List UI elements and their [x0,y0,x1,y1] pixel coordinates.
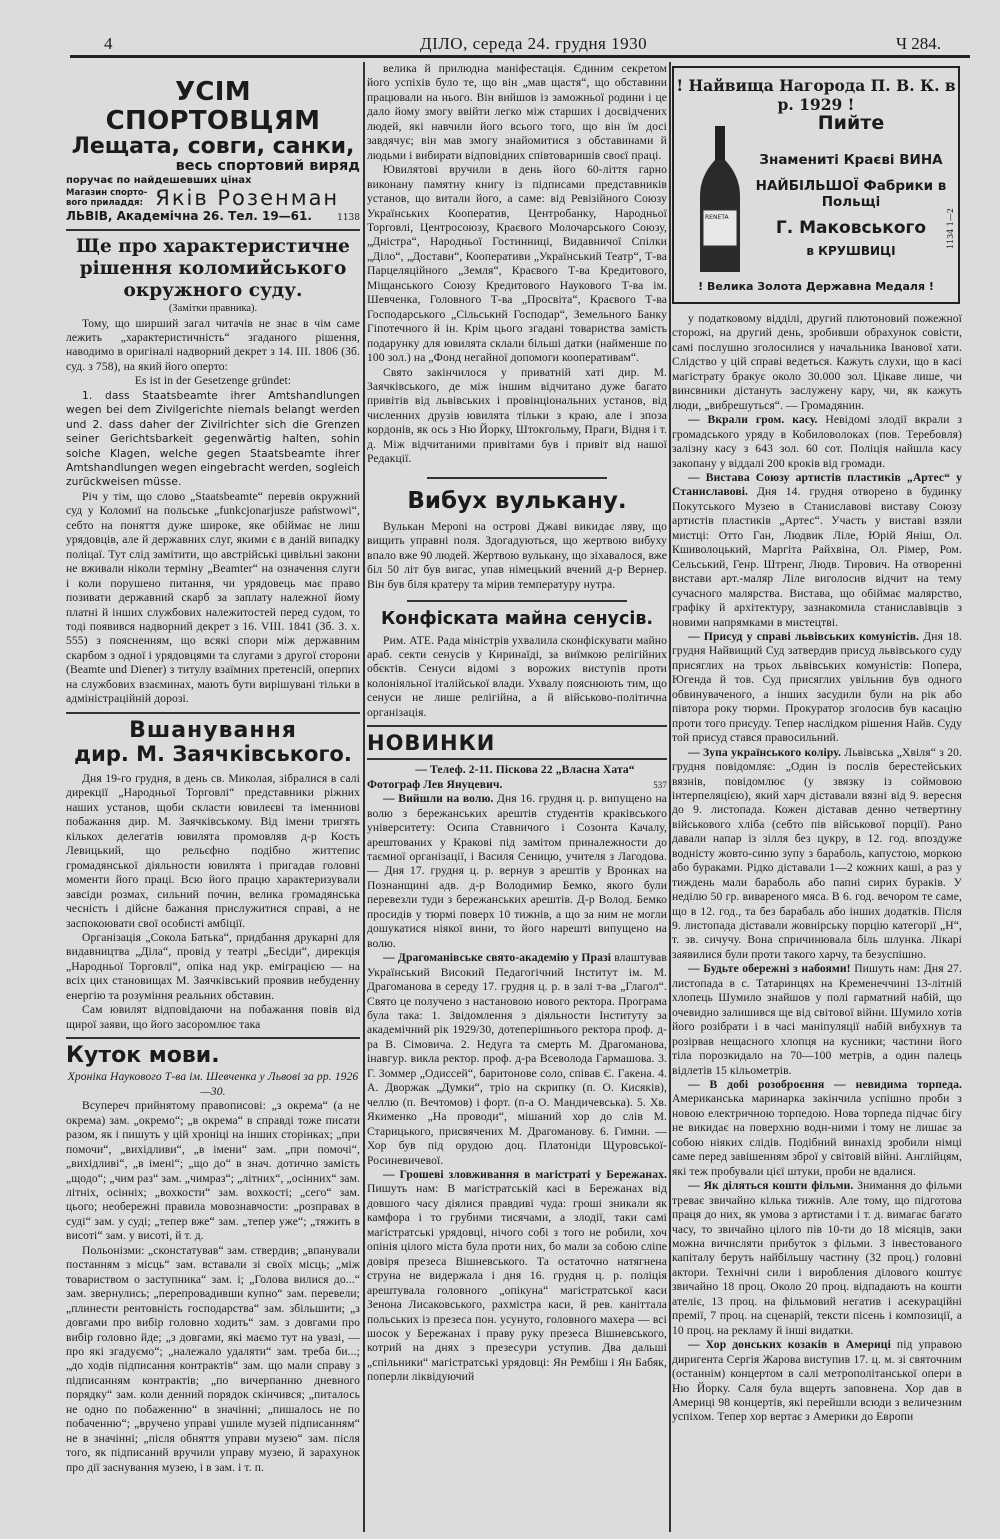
ad-line: вого приладдя: [66,198,143,209]
news-item-title: — В добі розоброєння — невидима торпеда. [688,1078,962,1092]
news-item-title: — Зупа українського коліру. [688,745,841,759]
separator [66,1037,360,1039]
ad-number: 537 [653,779,667,790]
ad-line: Пийте [817,112,885,134]
news-item-title: — Хор донських козаків в Америці [688,1338,891,1352]
paragraph: Рим. АТЕ. Рада міністрів ухвалила сконфіскувати майно араб. секти сенусів у Киринаїді, за виїмкою релігійних обєктів. Сенуси відомі з ворожих виступів проти колоніяльної італійської влади. Ухвалу пояснюють тим, що сенуси не лише релігійна, а й військово-політична організація. [367,633,667,719]
ad-line: Магазин спорто- [66,188,148,199]
news-item [672,1179,962,1338]
column-1 [66,62,360,1539]
article-title: Конфіската майна сенусів. [380,609,654,630]
news-item-text: Знимання до фільми треває звичайно кілька тижнів. Але тому, що підготова праця до них, як умова з артистами і т. д. вимагає багато часу, то звичайно цілого пів 10-ти до 18 місяців, заки можна вичисляти прибуток з фільми. З інвестованого капіталу беруть найбільшу частину (32 проц.) головні актори. Технічні сили і виробления ділового коштує звичайно 18 проц. Около 20 проц. відпадають на кошти ателіє, 13 проц. на фільмовий негатив і асекураційні премії, 7 проц. на сценарій, тексти пісень і композиції, а 10 проц. на рекламу й інші видатки. [672,1179,962,1337]
page-header [0,30,1000,56]
news-item-text: Дня 18. грудня Найвищий Суд затвердив присуд львівського суду присяглих на трьох львівських комуністів: Попера, Югенда й тов. Суд присяглих увільнив був одного обвинуваченого, а інших засудили були на рік або півтора року тюрми. Прокуратор зголосив був касацію проти того присуду. Тепер наслідком рішення Найв. Суду той присуд стався правосильний. [672,629,962,745]
paragraph: Хроніка Наукового Т-ва ім. Шевченка у Львові за рр. 1926—30. [67,1070,359,1098]
paragraph: Дня 19-го грудня, в день св. Миколая, зібралися в салі дирекції „Народньої Торговлі“ представники ріжних наших установ, щоби скласти ювилеєві та іменниові побажання дир. М. Заячківському. Від імени тригять кількох делегатів ювилята промовляв д-р Кость Левицький, що рельєфно подібно життепис громадянської діяльности ювилята і пригадав головні моменти його праці. Всю його працю характеризували завсіди розмах, сильний почин, велика громадянська чесність і дійсне бажання прислужитися справі, а не заспокоювати свої особисті амбіції. [66,772,360,930]
news-item-title: — Вистава Союзу артистів пластиків „Артес“ у Станиславові. [672,470,962,499]
ad-number: 1134 1—2 [946,208,955,250]
ad-merchant [66,186,360,210]
paragraph: 1. dass Staatsbeamte ihrer Amtshandlungen wegen bei dem Zivilgerichte niemals belangt werden und 2. dass daher der Zivilrichter sich die Grenzen seiner Gerichtsbarkeit gegenwärtig halten, sohin solche Klagen, welche gegen Staatsbeamte ihrer Amtshandlungen wegen eingebracht werden, sogleich zurückweisen müsse. [66,389,360,489]
issue-number: Ч 284. [896,34,942,53]
header-rule [70,55,970,58]
news-item [367,1168,667,1385]
news-item-text: Американська маринарка закінчила успішно проби з новою електричною торпедою. Нова торпеда підчас бігу не викидає на поверхню водн-ними і тому не лишає за собою ніяких слідів. Подібний винахід зробили німці саме перед завішенням зброї у світовій війні. Англійцям, які теж пробували цієї штуки, проби не вдалися. [672,1092,962,1178]
sport-ad [66,78,360,224]
news-item-text: під управою диригента Сергія Жарова виступив 17. ц. м. зі святочним (останнім) концертом в салі метрополітанської опери в Ню Йорку. Саля була вщерть заповнена. Хор дав в Америці 98 концертів, які перейшли всюди з величезним успіхом. Тепер хор вертає з Америки до Европи [672,1338,962,1424]
news-item-title: — Драгоманівське свято-академію у Празі [383,951,612,965]
article-title: Вибух вулькану. [407,487,627,514]
ad-line: ЛЬВІВ, Академічна 26. Тел. 19—61. [66,209,312,224]
ad-line: Фотограф Лев Януцевич. [367,777,503,791]
news-item-text: Невідомі злодії вкрали з громадського уряду в Кобиловолоках (пов. Теребовля) залізну касу з 643 зол. 60 сот. Поліція найшла касу закопану у віддалі 200 кроків від громади. [672,413,962,470]
ad-line: в КРУШВИЦІ [806,244,896,258]
paragraph: Польонізми: „сконстатував“ зам. ствердив; „впанували постанням з місць“ зам. вставали зі своїх місць; „між товариством о заступника“ зам. і; „Голова вилися до...“ зам. звернулись; „перепровадивши купно“ зам. перевели; „плинести рентовність господарства“ зам. збільшити; „з довгами про вибір головно ходить“ зам. з довгами про вибір головно йде; „з довгами, які маємо тут на увазі, — про які згадуємо“; „належало удаляти“ зам. треба би...; „до ходів підписання контрактів“ зам. що мали справу з підписанням контрактів; „по вичерпанню дневного порядку“ зам. коли денний порядок скінчився; „питалось не одно по побаженню“ в значінні; „пишалось не по побаченню“; „вручено управі ушиле музей підписанням“ не в значінні; „після обняття управи музею“ зам. після того, як підписаний вручили управу музею, й зарахунок про дії заснування музею, і в зам. і т. п. [66,1243,360,1474]
article-title: дир. М. Заячківського. [74,741,352,766]
news-item-title: — Вкрали гром. касу. [688,413,818,427]
column-3 [672,62,962,1539]
article-title: Вшанування [129,717,297,743]
paragraph: Всупереч прийнятому правописові: „з окрема“ (а не окрема) зам. „окремо“; „в окрема“ в справді тоже писати разом, як і пишуть у цій хроніці на інших сторінках; „при помочи“, „вихідливи“, „в імени“ зам. „при помочі“, „вихідливі“, „в імені“; „що до“ в знач. дотично замість „щодо“; „чим раз“ зам. „чимраз“; „літних“, „осінних“ зам. літніх, осінніх; „вохкости“ зам. вохкості; „сего“ зам. цього; необережні правила мовознавчости: „розправах в суді“ зам. у суді; „тепер вже“ зам. „тепер уже“; „тяжить в висоті“ зам. у висоті, й т. д. [66,1099,360,1243]
news-item [672,746,962,963]
news-item-title: — Грошеві зловживання в магістраті у Бережанах. [383,1168,667,1181]
news-item [672,1338,962,1425]
separator [367,725,667,727]
separator [66,229,360,231]
article-language [66,1044,360,1475]
ad-line: ! Найвища Нагорода П. В. К. в р. 1929 ! [676,76,956,114]
separator [407,600,627,602]
news-item-text: влаштував Український Високий Педагогічний Інститут ім. М. Драгоманова в середу 17. грудня ц. р. в залі т-ва „Глагол“. Свято це получено з настановою нового ректора. Програма була така: 1. Звідомлення з діяльности Інституту за академічний рік 1929/30, дотеперішнього ректора проф. д-ра В. Сімовича. 2. Недуга та смерть М. Драгоманова, інавгур. викла ректор. проф. д-ра Всеволода Гармашова. 3. Г. Зоммер „Одиссей“, баритонове соло, співав Є. Гакена. 4. А. Дворжак „Думки“, тріо на скрипку (п. О. Кисяків), челлю (п. Вечтомов) і форт. (п-а О. Мандичевська). 5. Хв. Якименко „На проводи“, мішаний хор до слів М. Старицького, присвячених М. Драгоманову. 6. Гимни. — Хор був під орудою доц. Платоніди Щуровської-Росиневичевої. [367,951,667,1167]
page-number: 4 [104,34,113,53]
news-item-title: — Присуд у справі львівських комуністів. [688,629,920,643]
masthead-date: ДІЛО, середа 24. грудня 1930 [420,34,648,53]
article-honour [66,719,360,1032]
news-item [367,951,667,1168]
news-item-text: Дня 14. грудня отворено в будинку Покутського Музею в Станиславові виставу Союзу артистів пластиків „Артес“. Участь у виставі взяли мистці: Отто Ган, Людвик Ліле, Юрій Яніш, Ол. Кшиволоцький, Маргіта Райхвіна, Ол. Рімер, Ром. Сельський, Генр. Штренг, Людв. Тирович. На отворенні вистави арт.-маляр Ліле виголосив відчит на тему сучасного малярства. Виставa, що обіймає малярство, графіку й архітектуру, зазнакомила станиславівців з новими напрямками в мистецтві. [672,485,962,629]
news-item-text: Дня 16. грудня ц. р. випущено на волю з бережанських арештів студентів краківського університету: Осипа Ставничого і Созонта Качалу, арештованих у Кракові під замітом приналежности до таємної організації, і Василя Сеницю, учителя з Лагодова. — Дня 17. грудня ц. р. вернув з арештів у Вронках на Познанщині адв. д-р Володимир Бемко, якого були перевезли туди з бережанських арештів. Д-р Волод. Бемко просидів у тюрмі поверх 10 тижнів, а що за ним не могли дошукатися ніякої вини, то його нарешті випущено на волю. [367,792,667,950]
separator [66,712,360,714]
ad-line: ! Велика Золота Державна Медаля ! [698,280,934,293]
paragraph: Сам ювилят відповідаючи на побажання повів від щирої заяви, що його засоромлює така [66,1003,360,1031]
article-title: Ще про характеристичне рішення коломийського окружного суду. [76,235,350,301]
news-item [672,630,962,746]
ad-line: весь спортовий виряд [175,158,360,175]
ad-address [66,210,360,223]
paragraph: у податковому відділі, другий плютоновий пожежної сторожі, на другий день, зробивши обрахунок совісти, самі послушно зголосилися у начальника Іванової хати. Слідство у цій справі ведеться. Кажуть слухи, що в касі магістрату бракує около 30.000 зол. Цікаве лише, чи винсвники дістануть заслужену кару, чи, як кажуть люди, „вибрешуться“. — Громадянин. [672,312,962,412]
article-subtitle: (Замітки правника). [168,302,258,314]
article-court [66,236,360,707]
news-item-title: — Вийшли на волю. [383,792,494,806]
news-item-title: — Будьте обережні з набоями! [688,962,851,976]
column-divider [669,62,671,1532]
column-divider [363,62,365,1532]
separator [367,758,667,760]
news-item [672,471,962,630]
photo-ad [367,778,667,792]
news-item [672,413,962,471]
paragraph: Es ist in der Gesetzenge gründet: [134,374,292,388]
wine-ad [672,66,960,304]
paragraph: Організація „Сокола Батька“, придбання друкарні для видавництва „Діла“, провід у театрі „Бесіди“, дирекція „Народньої Торговлі“, опіка над укр. еміграцією — на всіх цих становищах М. Заячківський проявив небуденну енергію та розуміння реальних обставин. [66,931,360,1002]
paragraph: Свято закінчилося у приватній хаті дир. М. Заячківського, де між іншим відчитано дуже багато привітів від львівських і провінціональних установ, від численних друзів ювилята тільки з краю, але і зпоза кордонів, як ось з Ню Йорку, Штокгольму, Праги, Відня і т. д. Між відчитаними привітами був і привіт від нашої Редакції. [367,365,667,466]
paragraph: Річ у тім, що слово „Staatsbeamte“ перевів окружний суд у Коломиї на польське „funkcjonarjusze państwowi“, себто на поняття дуже широке, яке обіймає не лиш урядовців, але й державних слуг, якими є в даній випадку поліцаї. Тут слід замітити, що австрійські цивільні закони не вживали ніколи терміну „Beamter“ на означення слуги і коли порушено питання, чи урядовець має право позивати державний скарб за заплату належної йому платні й інших службових належитостей перед судом, то тоді появився надворний декрет з 16. VIII. 1841 (Зб. З. х. 555) з поясненням, що всякі спори між державним скарбом з одної і урядовцями та слугами з другої сторони (Beamte und Diener) з титулу взаїмних претенсій, оперпих на службових взаєминах, мають бути вирішувані тільки в адміністраційній дорозі. [66,489,360,706]
news-item-text: Пишуть нам: Дня 27. листопада в с. Татаринцях на Кременеччині 13-літній хлопець Шумило знайшов у полі гарматний набій, що очевидно залишився ще від світової війни. Шумило хотів його розібрати і в часі маніпуляції набій вибухнув та розірвав нещасного хлопця на кусники; частини його тіла порозкидало на 70—100 метрів, а один палець відлетів 15 кільометрів. [672,962,962,1077]
ad-line: Знамениті Краєві ВИНА [759,152,943,168]
paragraph: Ювилятові вручили в день його 60-ліття гарно виконану памятну книгу із підписами представників установ, що витали його, а саме: від Ревізійного Союзу Українських Кооператив, Центробанку, Народньої Торговлі, Центросоюзу, Краєвого Молочарського Союзу, „Дністра“, Народньої Гостинниці, Видавничої Спілки „Діло“, „Достави“, Кооперативи „Український Театр“, Т-ва Парцеляційного „Земля“, Краєвого Т-ва Кредитового, Міщанського Союзу Кредитового Наукового Т-ва ім. Шевченка, Головного Т-ва „Просвіта“, Краєвого Т-ва Господарського „Сільський Господар“, Земельного Банку Гіпотечного й ін. Крім цього згадані товариства замість подарунку для ювилята склали більші датки (найменше по 100 зол.) на „Фонд негайної допомоги кооперативам“. [367,163,667,365]
paragraph: велика й прилюдна маніфестація. Єдиним секретом його успіхів було те, що він „мав щастя“, що обставини працювали на нього. Він вийшов із заможньої родини і це дало йому змогу ввійти легко між старших і досвідчених людей, які навчили його всього того, що він їм досі завдячує; він мав змогу знайомитися з обставинами й людьми і вибирати відповідних співтоваришів своєї праці. [367,62,667,162]
ad-number: 1138 [337,213,360,224]
ad-line: — Телеф. 2-11. Піскова 22 „Власна Хата“ [415,763,635,777]
article-title: Куток мови. [66,1043,220,1069]
news-item [672,1078,962,1179]
ad-line: Лещата, совги, санки, [71,134,355,160]
ad-headline: УСІМ СПОРТОВЦЯМ [105,77,321,136]
paragraph: Тому, що ширший загал читачів не знає в чім саме лежить „характеристичність“ згаданого рішення, наводимо в оригіналі надворний декрет з 14. III. 1806 (Зб. суд. з 758), на який його оперто: [66,316,360,373]
paragraph: Вулькан Мероnі на острові Джаві викидає ляву, що вищить управні поля. Здогадуються, що жертвою вибуху впало вже 90 людей. Жертвою вулькану, що зіхавалося, вже біл 50 літ був вигас, упав німецький вчений д-р Вернер. Він був біля кратеру та мірив температуру нутра. [367,519,667,591]
ad-line: поручає по найдешевших цінах [66,175,252,187]
wine-bottle-icon [696,126,744,276]
news-item [672,962,962,1078]
news-item-text: Пишуть нам: В магістратській касі в Бережанах від довшого часу діялися правдиві чуда: гроші зникали як камфора і то грубими тисячами, а злодії, таки самі магістратські урядовці, нічого собі з того не робили, хоч опінія цілого міста була проти них, бо мали за собою сліпе довіря презеса Вішневського. Та остаточно натягнена струна не видержала і дня 16. грудня ц. р. поліція арештувала головного „опікуна“ магістратської каси Зенона Лисаковського, рахмістра каси, й рев. каніттала польських із презеса пон. усунуто, головного махера — всі шосок у Бережанах і праву руку презеса Вішневського, котрий на днях з презесури уступив. Два дальші „спільники“ магістратські урядовці: Ян Рембіш і Ян Бабяк, поперли ліквідуючий [367,1182,667,1384]
bottle-label: RENETA [705,214,729,221]
ad-line: Г. Маковського [775,218,927,238]
ad-merchant-label [66,188,147,208]
news-item-text: Львівська „Хвіля“ з 20. грудня повідомляє: „Один із послів берестейських вязнів, повідомлює (у звязку із соймовою інтерпеляцією), який харч діставали вязні від 9. вересня до 9. листопада. Кожен діставав денно четвертину військового хліба (себто пів військової порції). Рано давали напар із зілля без цукру, в 12. год. впоздуже водністу жовто-синю зупу з бараболь, капустою, моркою або бураками. Рідко діставали 1—2 кожних каші, а раз у тиждень мали бараболь або папні сирих бураків. У неділю 50 гр. вивареного мяса. В 6. год. вечором те саме, що в 12. год., та без барабаль або інших додатків. Після 9. листопада діставали жовнірську порцію категорії „Н“, т. зв. сичучу. Вона спричинювала біль шлунка. Лікарі заявилися були проти такого харчу, та безуспішно. [672,745,962,961]
ad-merchant-name: Яків Розенман [155,186,340,211]
column-2 [367,62,667,1539]
news-item-title: — Як діляться кошти фільми. [688,1179,854,1193]
ad-line: НАЙБІЛЬШОЇ Фабрики в Польщі [755,178,947,210]
separator [427,477,607,479]
news-item [367,792,667,951]
section-title: НОВИНКИ [367,731,496,756]
